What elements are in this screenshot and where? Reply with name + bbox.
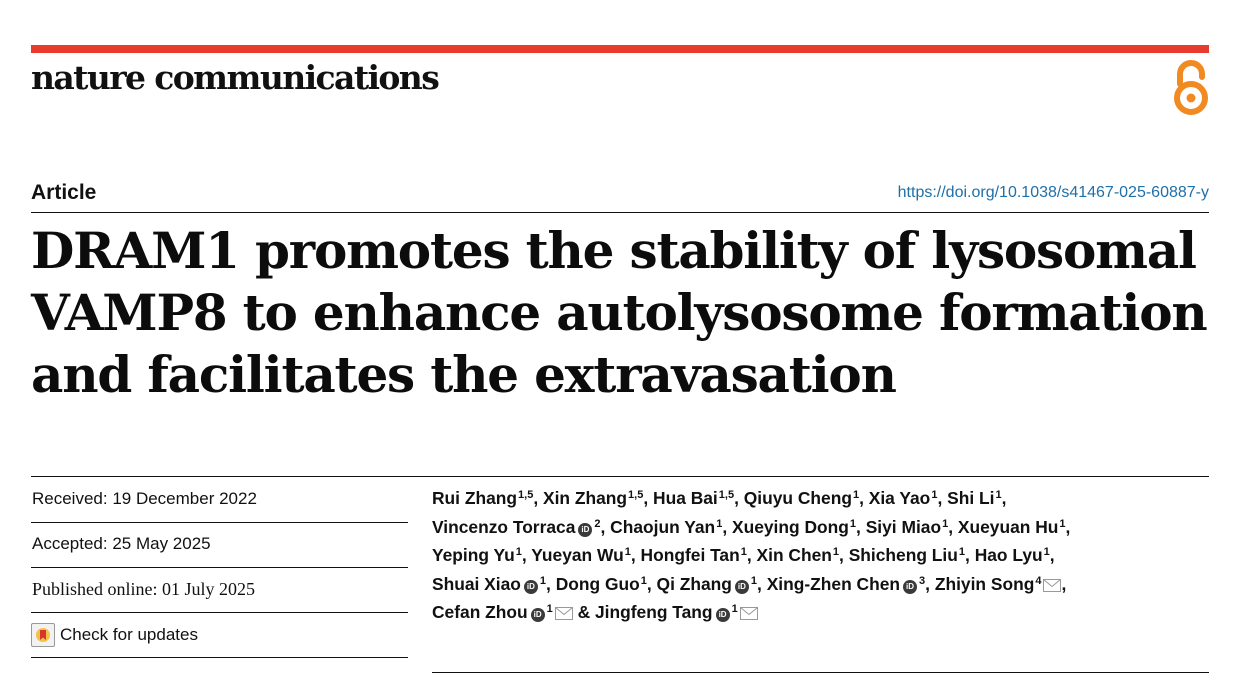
- orcid-icon[interactable]: iD: [716, 608, 730, 622]
- author[interactable]: Yeping Yu$^1$: [432, 545, 522, 565]
- author-line: Yeping Yu$^1$, Yueyan Wu$^1$, Hongfei Tan$^1$, Xin Chen$^1$, Shicheng Liu$^1$, Hao Lyu$^1$,: [432, 545, 1055, 565]
- check-for-updates-button[interactable]: [31, 623, 198, 647]
- author[interactable]: Qiuyu Cheng$^1$: [743, 488, 860, 508]
- title-line: DRAM1 promotes the stability of lysosomal: [31, 221, 1196, 280]
- check-updates-row: [31, 613, 408, 658]
- divider: [31, 212, 1209, 213]
- journal-name: nature communications: [31, 58, 439, 97]
- author[interactable]: Shicheng Liu$^1$: [848, 545, 966, 565]
- ampersand: &: [577, 602, 591, 622]
- author[interactable]: Hua Bai$^{1,5}$: [653, 488, 735, 508]
- author[interactable]: Xin Chen$^1$: [756, 545, 840, 565]
- journal-header-bar: [31, 45, 1209, 53]
- author-line: Vincenzo Torraca iD $^2$, Chaojun Yan$^1$, Xueying Dong$^1$, Siyi Miao$^1$, Xueyuan Hu$^1$,: [432, 516, 1071, 537]
- author[interactable]: Zhiyin Song$^4$: [935, 574, 1062, 594]
- doi-link[interactable]: https://doi.org/10.1038/s41467-025-60887-y: [897, 184, 1209, 201]
- author[interactable]: Rui Zhang$^{1,5}$: [432, 488, 534, 508]
- author-list: [432, 484, 1212, 627]
- received-row: [31, 478, 408, 523]
- orcid-icon[interactable]: iD: [531, 608, 545, 622]
- article-title: [31, 220, 1216, 406]
- author[interactable]: Hao Lyu$^1$: [974, 545, 1050, 565]
- title-line: VAMP8 to enhance autolysosome formation: [31, 283, 1207, 342]
- accepted-row: [31, 523, 408, 568]
- divider: [31, 476, 1209, 477]
- published-row: [31, 568, 408, 613]
- author[interactable]: Xing-Zhen Chen iD $^3$: [766, 573, 926, 594]
- orcid-icon[interactable]: iD: [524, 580, 538, 594]
- author[interactable]: Shuai Xiao iD $^1$: [432, 573, 547, 594]
- received-date: Received: 19 December 2022: [32, 489, 257, 508]
- author[interactable]: Yueyan Wu$^1$: [531, 545, 631, 565]
- open-access-icon: [1170, 58, 1212, 118]
- author-line: Rui Zhang$^{1,5}$, Xin Zhang$^{1,5}$, Hua Bai$^{1,5}$, Qiuyu Cheng$^1$, Xia Yao$^1$, Shi Li$^1$,: [432, 488, 1007, 508]
- published-date: Published online: 01 July 2025: [32, 579, 256, 599]
- author[interactable]: Xueyuan Hu$^1$: [957, 516, 1066, 537]
- author[interactable]: Shi Li$^1$: [947, 488, 1002, 508]
- author[interactable]: Xin Zhang$^{1,5}$: [542, 488, 644, 508]
- author[interactable]: Hongfei Tan$^1$: [640, 545, 747, 565]
- author[interactable]: Siyi Miao$^1$: [865, 516, 949, 537]
- author-line: [432, 598, 1212, 627]
- author[interactable]: Vincenzo Torraca iD $^2$: [432, 516, 601, 537]
- orcid-icon[interactable]: iD: [903, 580, 917, 594]
- author[interactable]: Qi Zhang iD $^1$: [656, 573, 758, 594]
- article-type: Article: [31, 181, 97, 204]
- accepted-date: Accepted: 25 May 2025: [32, 534, 211, 553]
- divider: [432, 672, 1209, 673]
- check-for-updates-label: Check for updates: [60, 625, 198, 644]
- email-icon[interactable]: [1043, 579, 1061, 592]
- orcid-icon[interactable]: iD: [735, 580, 749, 594]
- email-icon[interactable]: [740, 607, 758, 620]
- email-icon[interactable]: [555, 607, 573, 620]
- author[interactable]: Jingfeng Tang iD $^1$: [595, 602, 758, 622]
- author-line: Shuai Xiao iD $^1$, Dong Guo$^1$, Qi Zhang iD $^1$, Xing-Zhen Chen iD $^3$, Zhiyin Song$^4$ ,: [432, 573, 1067, 594]
- article-dates: [31, 478, 408, 658]
- title-line: and facilitates the extravasation: [31, 345, 896, 404]
- author[interactable]: Xia Yao$^1$: [868, 488, 938, 508]
- check-for-updates-icon: [31, 623, 55, 647]
- author[interactable]: Dong Guo$^1$: [555, 573, 647, 594]
- orcid-icon[interactable]: iD: [578, 523, 592, 537]
- author[interactable]: Chaojun Yan$^1$: [610, 516, 723, 537]
- author[interactable]: Xueying Dong$^1$: [731, 516, 857, 537]
- author[interactable]: Cefan Zhou iD $^1$: [432, 602, 573, 622]
